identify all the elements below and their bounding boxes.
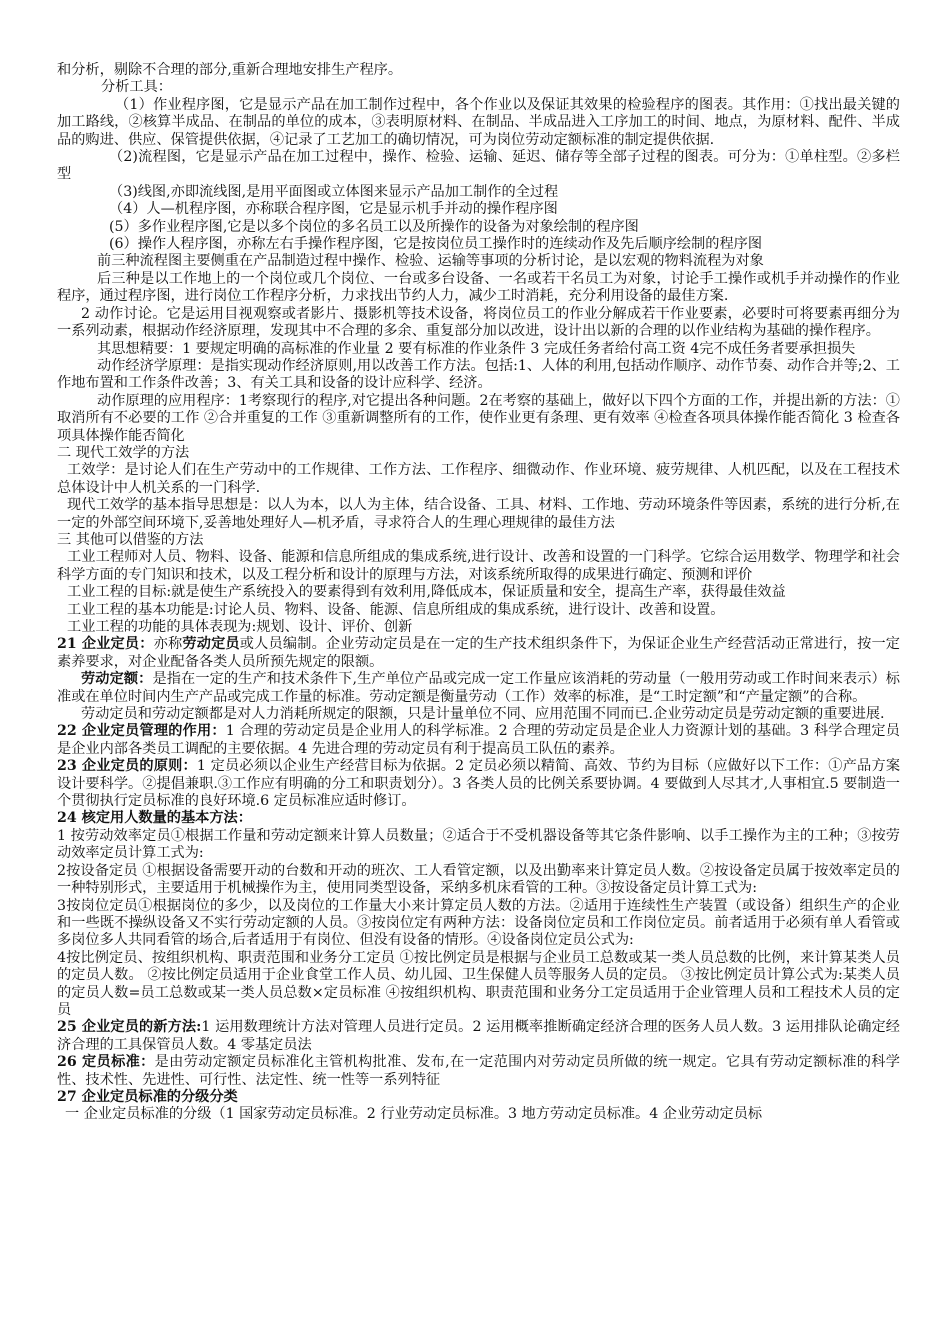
paragraph-22-role [57,723,900,758]
text-span: 是由劳动定额定员标准化主管机构批准、发布,在一定范围内对劳动定员所做的统一规定。它具有劳动定额标准的科学性、技术性、先进性、可行性、法定性、统一性等一系列特征 [57,1054,900,1088]
text-span: 1 合理的劳动定员是企业用人的科学标准。2 合理的劳动定员是企业人力资源计划的基础。3 科学合理定员是企业内部各类员工调配的主要依据。4 先进合理的劳动定员有利于提高员工队伍的素养。 [57,723,900,757]
paragraph-ie-function: 工业工程的基本功能是:讨论人员、物料、设备、能源、信息所组成的集成系统，进行设计、改善和设置。 [67,601,725,618]
paragraph-25-new-methods [57,1019,900,1054]
paragraph-method-equipment: 2按设备定员 ①根据设备需要开动的台数和开动的班次、工人看管定额，以及出勤率来计算定员人数。②按设备定员属于按效率定员的一种特别形式，主要适用于机械操作为主，使用同类型设备，采纳多机床看管的工种。③按设备定员计算工式为: [57,862,900,897]
keyword: 劳动定员 [182,636,240,653]
paragraph-line-chart: （3)线图,亦即流线图,是用平面图或立体图来显示产品加工制作的全过程 [109,183,559,200]
item-heading: 22 企业定员管理的作用： [57,723,226,740]
paragraph-operation-chart: （1）作业程序图，它是显示产品在加工制作过程中，各个作业以及保证其效果的检验程序的图表。其作用：①找出最关键的加工路线，②核算半成品、在制品的单位的成本，③表明原材料、在制品、半成品进入工序加工的时间、地点，为原材料、配件、半成品的购进、供应、保管提供依据，④记录了工艺加工的确切情况，可为岗位劳动定额标准的制定提供依据. [57,96,900,148]
text-line: 和分析，剔除不合理的部分,重新合理地安排生产程序。 [57,62,403,78]
section-heading-other-methods: 三 其他可以借鉴的方法 [57,531,204,548]
item-heading: 25 企业定员的新方法: [57,1019,202,1036]
paragraph-ie-goal: 工业工程的目标:就是使生产系统投入的要素得到有效利用,降低成本，保证质量和安全，提高生产率，获得最佳效益 [67,584,786,601]
paragraph-27-classification [57,1089,900,1106]
paragraph-multi-activity-chart: (5）多作业程序图,它是以多个岗位的多名员工以及所操作的设备为对象绘制的程序图 [109,218,639,235]
paragraph-standard-levels: 一 企业定员标准的分级（1 国家劳动定员标准。2 行业劳动定员标准。3 地方劳动定员标准。4 企业劳动定员标 [65,1106,763,1123]
paragraph-labor-quota [57,671,900,706]
section-heading-ergonomics: 二 现代工效学的方法 [57,444,190,461]
item-heading: 26 定员标准： [57,1054,155,1071]
paragraph-first-three: 前三种流程图主要侧重在产品制造过程中操作、检验、运输等事项的分析讨论，是以宏观的物料流程为对象 [97,253,764,270]
paragraph-method-efficiency: 1 按劳动效率定员①根据工作量和劳动定额来计算人员数量；②适合于不受机器设备等其它条件影响、以手工操作为主的工种；③按劳动效率定员计算工式为: [57,827,900,862]
paragraph-motion-application: 动作原理的应用程序：1考察现行的程序,对它提出各种问题。2在考察的基础上，做好以下四个方面的工作，并提出新的方法：①取消所有不必要的工作 ②合并重复的工作 ③重新调整所有的工作，使作业更有条理、更有效率 ④检查各项具体操作能否简化 3 检查各项具体操作能否简化 [57,392,900,444]
text-span: 1 运用数理统计方法对管理人员进行定员。2 运用概率推断确定经济合理的医务人员人数。3 运用排队论确定经济合理的工具保管员人数。4 零基定员法 [57,1019,900,1053]
subheading-analysis-tools: 分析工具： [101,79,172,96]
text-span: 或人员编制。企业劳动定员是在一定的生产技术组织条件下，为保证企业生产经营活动正常进行，按一定素养要求，对企业配备各类人员所预先规定的限额。 [57,636,900,670]
paragraph-last-three: 后三种是以工作地上的一个岗位或几个岗位、一台或多台设备、一名或若干名员工为对象，讨论手工操作或机手并动操作的作业程序，通过程序图，进行岗位工作程序分析，力求找出节约人力，减少工时消耗，充分利用设备的最佳方案. [57,270,900,305]
paragraph-man-machine-chart: （4）人—机程序图，亦称联合程序图，它是显示机手并动的操作程序图 [109,201,558,218]
item-heading: 劳动定额： [81,671,153,688]
paragraph-method-ratio: 4按比例定员、按组织机构、职责范围和业务分工定员 ①按比例定员是根据与企业员工总数或某一类人员总数的比例，来计算某类人员的定员人数。 ②按比例定员适用于企业食堂工作人员、幼儿园、卫生保健人员等服务人员的定员。 ③按比例定员计算公式为:某类人员的定员人数=员工总数或某一类人员总数×定员标准 ④按组织机构、职责范围和业务分工定员适用于企业管理人员和工程技术人员的定员 [57,949,900,1018]
text-span: 是指在一定的生产和技术条件下,生产单位产品或完成一定工作量应该消耗的劳动量（一般用劳动或工作时间来表示）标准或在单位时间内生产产品或完成工作量的标准。劳动定额是衡量劳动（工作）效率的标准，是“工时定额”和“产量定额”的合称。 [57,671,900,705]
paragraph-flow-chart: （2)流程图，它是显示产品在加工过程中，操作、检验、运输、延迟、储存等全部子过程的图表。可分为：①单柱型。②多栏型 [57,149,900,183]
paragraph-comparison: 劳动定员和劳动定额都是对人力消耗所规定的限额，只是计量单位不同、应用范围不同而已.企业劳动定员是劳动定额的重要进展. [81,706,885,723]
paragraph-21-staffing [57,636,900,671]
paragraph-ergonomics-idea: 现代工效学的基本指导思想是：以人为本，以人为主体，结合设备、工具、材料、工作地、劳动环境条件等因素，系统的进行分析,在一定的外部空间环境下,妥善地处理好人—机矛盾，寻求符合人的生理心理规律的最佳方法 [57,497,900,531]
paragraph-motion-economy: 动作经济学原理：是指实现动作经济原则,用以改善工作方法。包括:1、人体的利用,包括动作顺序、动作节奏、动作合并等;2、工作地布置和工作条件改善；3、有关工具和设备的设计应科学、经济。 [57,357,900,392]
paragraph-ie-function-detail: 工业工程的功能的具体表现为:规划、设计、评价、创新 [67,619,413,635]
item-heading: 24 核定用人数量的基本方法： [57,810,252,827]
paragraph-ergonomics-def: 工效学：是讨论人们在生产劳动中的工作规律、工作方法、工作程序、细微动作、作业环境、疲劳规律、人机匹配，以及在工程技术总体设计中人机关系的一门科学. [57,462,900,496]
paragraph-26-standard [57,1054,900,1089]
item-heading: 23 企业定员的原则： [57,758,197,775]
paragraph-essence: 其思想精要：1 要规定明确的高标准的作业量 2 要有标准的作业条件 3 完成任务者给付高工资 4完不成任务者要承担损失 [97,340,856,357]
item-heading: 27 企业定员标准的分级分类 [57,1088,238,1105]
paragraph-24-methods [57,810,900,827]
text-span: 1 定员必须以企业生产经营目标为依据。2 定员必须以精简、高效、节约为目标（应做好以下工作：①产品方案设计要科学。②提倡兼职.③工作应有明确的分工和职责划分）。3 各类人员的比例关系要协调。4 要做到人尽其才,人事相宜.5 要制造一个贯彻执行定员标准的良好环境.6 定员标准应适时修订。 [57,758,901,810]
paragraph-23-principles [57,758,900,810]
paragraph-motion-study: 2 动作讨论。它是运用目视观察或者影片、摄影机等技术设备，将岗位员工的作业分解成若干作业要素，必要时可将要素再细分为一系列动素，根据动作经济原理，发现其中不合理的多余、重复部分加以改进，设计出以新的合理的以作业结构为基础的操作程序。 [57,305,900,340]
paragraph-method-post: 3按岗位定员①根据岗位的多少，以及岗位的工作量大小来计算定员人数的方法。②适用于连续性生产装置（或设备）组织生产的企业和一些既不操纵设备又不实行劳动定额的人员。③按岗位定有两种方法：设备岗位定员和工作岗位定员。前者适用于必须有单人看管或多岗位多人共同看管的场合,后者适用于有岗位、但没有设备的情形。④设备岗位定员公式为: [57,897,900,949]
text-span: 亦称 [153,636,183,653]
item-heading: 21 企业定员： [57,636,154,653]
paragraph-operator-chart: (6）操作人程序图，亦称左右手操作程序图，它是按岗位员工操作时的连续动作及先后顺序绘制的程序图 [109,236,763,253]
paragraph-ie-def: 工业工程师对人员、物料、设备、能源和信息所组成的集成系统,进行设计、改善和设置的一门科学。它综合运用数学、物理学和社会科学方面的专门知识和技术，以及工程分析和设计的原理与方法，对该系统所取得的成果进行确定、预测和评价 [57,549,900,583]
